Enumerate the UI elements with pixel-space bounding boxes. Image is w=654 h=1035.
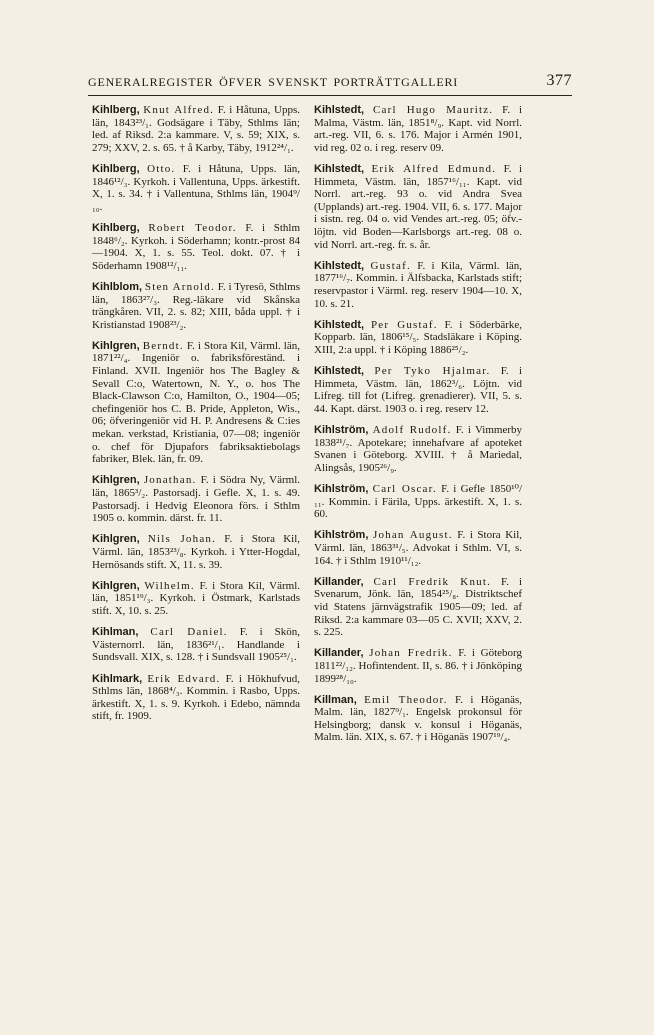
entry-surname: Kihlström, bbox=[314, 483, 369, 495]
register-entry bbox=[92, 281, 300, 331]
page-number: 377 bbox=[546, 72, 572, 89]
entry-given-names: Emil Theodor. bbox=[364, 693, 448, 706]
entry-surname: Kihlstedt, bbox=[314, 104, 365, 116]
register-entry bbox=[92, 340, 300, 466]
entry-surname: Kihlgren, bbox=[92, 474, 140, 487]
entry-text: F. i Himmeta, Västm. län, 1857¹⁶/₁₁. Kapt. vid Norrl. art.-reg. 93 o. vid Andra Svea (Upplands) art.-reg. 1904. VII, 6. s. 177. Major i sistn. reg. 04 o. vid Vendes art.-reg. 05; öfv.-löjtn. vid Boden—Karlsborgs art.-reg. 08 o. vid Norrl. art.-reg. fr. s. år. bbox=[314, 162, 522, 251]
register-entry bbox=[92, 626, 300, 664]
entry-surname: Kihlberg, bbox=[92, 104, 140, 116]
entry-surname: Kihlgren, bbox=[92, 579, 140, 592]
register-entry bbox=[92, 533, 300, 571]
entry-surname: Kihlgren, bbox=[92, 339, 140, 352]
entry-text: F. i Vimmerby 1838²¹/₇. Apotekare; innehafvare af apoteket Svanen i Göteborg. XVIII. † å Mariedal, Alingsås, 1905²⁶/₉. bbox=[314, 424, 522, 474]
register-entry bbox=[314, 260, 522, 310]
entry-surname: Kihlstedt, bbox=[314, 365, 365, 378]
entry-text: F. i Stora Kil, Värml. län, 1851¹⁹/₃. Kyrkoh. i Östmark, Karlstads stift. X, 10. s. 25. bbox=[92, 579, 300, 617]
entry-text: F. i Sthlm 1848⁶/₂. Kyrkoh. i Söderhamn; kontr.-prost 84—1904. X, 1. s. 55. Teol. dokt. 07. † i Söderhamn 1908¹²/₁₁. bbox=[92, 221, 301, 272]
register-entry bbox=[314, 104, 522, 154]
entry-given-names: Per Tyko Hjalmar. bbox=[374, 365, 491, 378]
entry-surname: Kihlström, bbox=[314, 529, 369, 542]
entry-surname: Kihlstedt, bbox=[314, 318, 365, 331]
entry-text: F. i Gefle 1850¹⁰/₁₁. Kommin. i Färila, Upps. ärkestift. X, 1. s. 60. bbox=[314, 483, 523, 521]
entry-surname: Kihlmark, bbox=[92, 672, 143, 685]
entry-text: F. i Söderbärke, Kopparb. län, 1806¹⁵/₅. Stadsläkare i Köping. XIII, 2:a uppl. † i Köping 1886²⁵/₂. bbox=[314, 318, 522, 356]
entry-given-names: Wilhelm. bbox=[144, 579, 195, 592]
entry-given-names: Johan August. bbox=[372, 529, 453, 542]
header-title: GENERALREGISTER ÖFVER SVENSKT PORTRÄTTGALLERI bbox=[88, 75, 459, 89]
entry-surname: Kihlberg, bbox=[92, 162, 140, 175]
entry-given-names: Otto. bbox=[147, 162, 176, 175]
entry-text: F. i Göteborg 1811²²/₁₂. Hofintendent. II, s. 86. † i Jönköping 1899²⁸/₁₀. bbox=[314, 647, 523, 685]
register-entry bbox=[314, 647, 522, 685]
entry-surname: Killander, bbox=[314, 575, 364, 588]
entry-surname: Kihlman, bbox=[92, 626, 139, 639]
entry-given-names: Gustaf. bbox=[370, 259, 411, 272]
entry-surname: Kihlgren, bbox=[92, 533, 140, 546]
entry-surname: Killman, bbox=[314, 693, 357, 706]
right-column bbox=[314, 104, 522, 753]
entry-text: F. i Svenarum, Jönk. län, 1854²⁵/₈. Distriktschef vid Statens järnvägstrafik 1905—09; led. af Riksd. 2:a kammare 03—05 C. XVII; XXV, 2. s. 225. bbox=[314, 575, 523, 639]
entry-given-names: Adolf Rudolf. bbox=[372, 424, 452, 437]
entry-surname: Killander, bbox=[314, 647, 364, 660]
register-entry bbox=[314, 483, 522, 521]
entry-text: F. i Himmeta, Västm. län, 1862³/₆. Löjtn. vid Lifreg. till fot (Lifreg. grenadierer). VII, 5. s. 44. Kapt. därst. 1903 o. i reg. reserv 12. bbox=[314, 365, 522, 415]
entry-given-names: Robert Teodor. bbox=[148, 221, 237, 234]
entry-given-names: Carl Hugo Mauritz. bbox=[372, 104, 494, 116]
entry-given-names: Jonathan. bbox=[143, 474, 197, 487]
entry-given-names: Erik Edvard. bbox=[147, 672, 221, 685]
entry-given-names: Nils Johan. bbox=[147, 533, 217, 546]
entry-text: F. i Kila, Värml. län, 1877¹⁶/₇. Kommin. i Älfsbacka, Karlstads stift; reservpastor i Värml. reg. reserv 1904—10. X, 10. s. 21. bbox=[314, 259, 523, 310]
running-header bbox=[88, 73, 572, 96]
register-entry bbox=[314, 163, 522, 251]
entry-text: F. i Hökhufvud, Sthlms län, 1868⁴/₃. Kommin. i Rasbo, Upps. ärkestift. X, 1. s. 9. Kyrkoh. i Edebo, nämnda stift, fr. 1909. bbox=[92, 672, 300, 723]
entry-text: F. i Stora Kil, Värml. län, 1863³¹/₅. Advokat i Sthlm. VI, s. 164. † i Sthlm 1910¹¹/₁₂. bbox=[314, 529, 523, 567]
entry-text: F. i Södra Ny, Värml. län, 1865³/₂. Pastorsadj. i Gefle. X, 1. s. 49. Pastorsadj. i Hedvig Eleonora förs. i Sthlm 1905 o. kommin. därst. fr. 11. bbox=[92, 474, 300, 525]
register-entry bbox=[92, 104, 300, 154]
register-entry bbox=[92, 163, 300, 213]
entry-given-names: Erik Alfred Edmund. bbox=[371, 162, 497, 175]
entry-given-names: Carl Oscar. bbox=[372, 483, 437, 495]
entry-surname: Kihlberg, bbox=[92, 221, 140, 234]
entry-surname: Kihlstedt, bbox=[314, 259, 365, 272]
entry-given-names: Berndt. bbox=[142, 339, 184, 352]
entry-given-names: Carl Fredrik Knut. bbox=[373, 575, 492, 588]
entry-text: F. i Stora Kil, Värml. län, 1871²²/₄. Ingeniör o. fabriksföreständ. i Finland. XVII. Ingeniör hos The Bagley & Sevall C:o, Watertown, N. Y., o. hos The Black-Clawson C:o, Hamilton, O., 1904—05; chefingeniör hos C. B. Pride, Appleton, Wis., 06; öfveringeniör vid H. P. Andresens & C:ies mekan. verkstad, Kristiania, 07—08; ingeniör o. chef för Djupafors fabriksaktiebolags fabriker, Blek. län, fr. 09. bbox=[92, 339, 300, 466]
entry-text: F. i Håtuna, Upps. län, 1843²³/₁. Godsägare i Täby, Sthlms län; led. af Riksd. 2:a kammare. V, s. 59; XIX, s. 279; XXV, 2. s. 65. † å Karby, Täby, 1912²⁴/₁. bbox=[92, 104, 300, 154]
entry-given-names: Per Gustaf. bbox=[370, 318, 438, 331]
register-entry bbox=[92, 222, 300, 272]
entry-text: F. i Malma, Västm. län, 1851⁸/₉. Kapt. vid Norrl. art.-reg. VII, 6. s. 176. Major i Armén 1901, vid reg. 02 o. i reg. reserv 09. bbox=[314, 104, 523, 154]
register-entry bbox=[314, 576, 522, 639]
register-entry bbox=[314, 529, 522, 567]
entry-surname: Kihlstedt, bbox=[314, 162, 365, 175]
entry-surname: Kihlblom, bbox=[92, 280, 143, 293]
entry-text: F. i Håtuna, Upps. län, 1846¹²/₃. Kyrkoh. i Vallentuna, Upps. ärkestift. X, 1. s. 34. † i Vallentuna, Sthlms län, 1904⁹/₁₀. bbox=[92, 162, 301, 213]
register-entry bbox=[314, 365, 522, 415]
entry-given-names: Sten Arnold. bbox=[144, 280, 215, 293]
entry-text: F. i Höganäs, Malm. län, 1827⁹/₁. Engelsk prokonsul för Helsingborg; dansk v. konsul i Höganäs, Malm. län. XIX, s. 67. † i Höganäs 1907¹⁹/₄. bbox=[314, 693, 522, 744]
entry-text: F. i Skön, Västernorrl. län, 1836²¹/₁. Handlande i Sundsvall. XIX, s. 128. † i Sundsvall 1905²⁵/₁. bbox=[92, 626, 301, 664]
register-entry bbox=[314, 424, 522, 474]
entry-given-names: Knut Alfred. bbox=[143, 104, 215, 116]
entry-text: F. i Stora Kil, Värml. län, 1853²³/₈. Kyrkoh. i Ytter-Hogdal, Hernösands stift. X, 11. s. 39. bbox=[92, 533, 300, 571]
register-entry bbox=[92, 474, 300, 524]
entry-given-names: Johan Fredrik. bbox=[369, 647, 453, 660]
register-entry bbox=[314, 319, 522, 357]
register-entry bbox=[92, 580, 300, 618]
entry-given-names: Carl Daniel. bbox=[150, 626, 228, 639]
entry-surname: Kihlström, bbox=[314, 424, 369, 437]
register-entry bbox=[92, 673, 300, 723]
left-column bbox=[92, 104, 300, 731]
entry-text: F. i Tyresö, Sthlms län, 1863²⁷/₃. Reg.-läkare vid Skånska trängkåren. VII, 2. s. 82; XIII, båda uppl. † i Kristianstad 1908²³/₂. bbox=[92, 280, 300, 331]
register-entry bbox=[314, 694, 522, 744]
